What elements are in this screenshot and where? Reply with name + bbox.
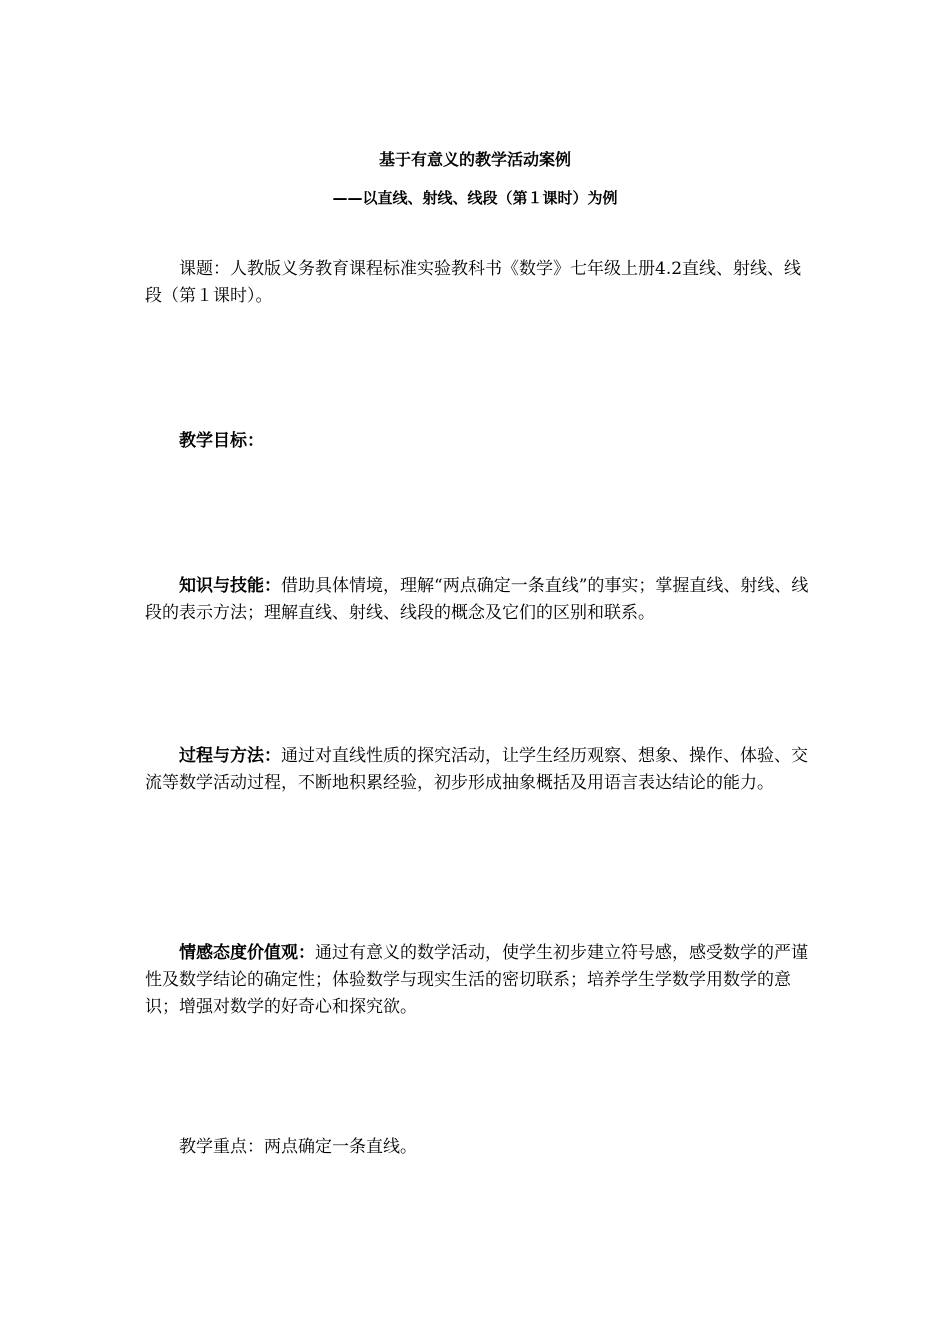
knowledge-text: 借助具体情境，理解“两点确定一条直线”的事实；掌握直线、射线、线段的表示方法；理解直线、射线、线段的概念及它们的区别和联系。	[145, 576, 809, 623]
process-label: 过程与方法：	[179, 746, 281, 766]
emotion-label: 情感态度价值观：	[179, 943, 315, 963]
document-title: 基于有意义的教学活动案例	[378, 150, 571, 169]
document-subtitle: ——以直线、射线、线段（第１课时）为例	[332, 189, 618, 207]
process-paragraph	[145, 743, 810, 797]
topic-paragraph: 课题：人教版义务教育课程标准实验教科书《数学》七年级上册4.2直线、射线、线段（第１课时）。	[145, 259, 802, 306]
goals-heading: 教学目标：	[179, 431, 264, 451]
knowledge-label: 知识与技能：	[179, 576, 281, 596]
knowledge-paragraph	[145, 573, 810, 627]
emotion-paragraph	[145, 940, 810, 1021]
process-text: 通过对直线性质的探究活动，让学生经历观察、想象、操作、体验、交流等数学活动过程，不断地积累经验，初步形成抽象概括及用语言表达结论的能力。	[145, 746, 808, 793]
emotion-text: 通过有意义的数学活动，使学生初步建立符号感，感受数学的严谨性及数学结论的确定性；体验数学与现实生活的密切联系；培养学生学数学用数学的意识；增强对数学的好奇心和探究欲。	[145, 943, 808, 1017]
key-point-paragraph: 教学重点：两点确定一条直线。	[179, 1137, 417, 1157]
